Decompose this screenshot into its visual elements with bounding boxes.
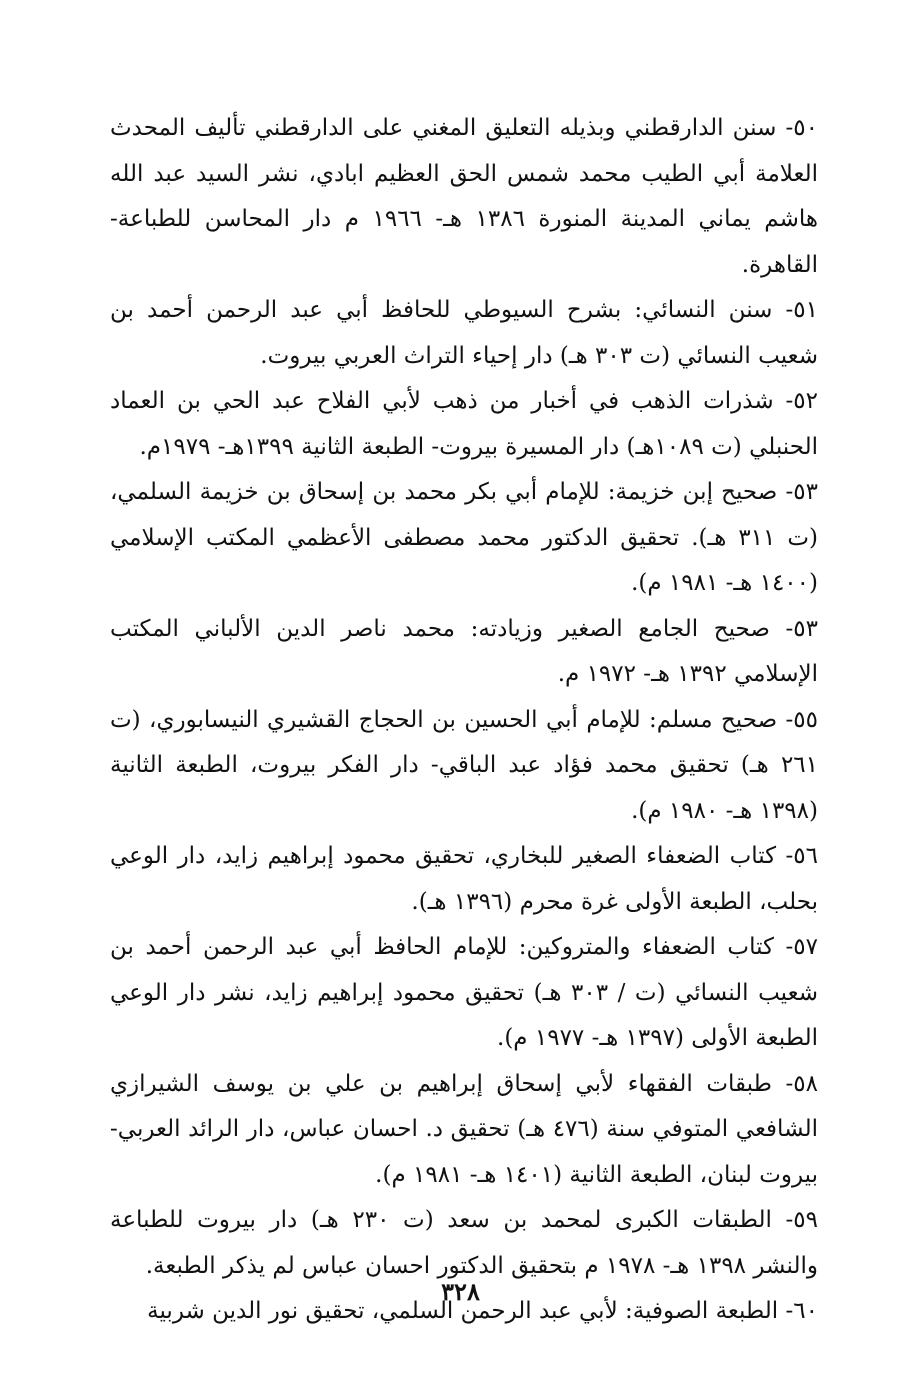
bibliography-entry-50: ٥٠- سنن الدارقطني وبذيله التعليق المغني على الدارقطني تأليف المحدث العلامة أبي الطيب محمد شمس الحق العظيم ابادي، نشر السيد عبد الله هاشم يماني المدينة المنورة ١٣٨٦ هـ- ١٩٦٦ م دار المحاسن للطباعة- القاهرة. [110,115,818,278]
bibliography-entry-52: ٥٢- شذرات الذهب في أخبار من ذهب لأبي الفلاح عبد الحي بن العماد الحنبلي (ت ١٠٨٩هـ) دار المسيرة بيروت- الطبعة الثانية ١٣٩٩هـ- ١٩٧٩م. [110,388,818,460]
bibliography-entry-59: ٥٩- الطبقات الكبرى لمحمد بن سعد (ت ٢٣٠ هـ) دار بيروت للطباعة والنشر ١٣٩٨ هـ- ١٩٧٨ م بتحقيق الدكتور احسان عباس لم يذكر الطبعة. [110,1207,818,1279]
bibliography-list [110,106,818,1335]
bibliography-entry-57: ٥٧- كتاب الضعفاء والمتروكين: للإمام الحافظ أبي عبد الرحمن أحمد بن شعيب النسائي (ت / ٣٠٣ هـ) تحقيق محمود إبراهيم زايد، نشر دار الوعي الطبعة الأولى (١٣٩٧ هـ- ١٩٧٧ م). [110,934,818,1051]
bibliography-entry-55: ٥٥- صحيح مسلم: للإمام أبي الحسين بن الحجاج القشيري النيسابوري، (ت ٢٦١ هـ) تحقيق محمد فؤاد عبد الباقي- دار الفكر بيروت، الطبعة الثانية (١٣٩٨ هـ- ١٩٨٠ م). [110,706,818,824]
bibliography-entry-51: ٥١- سنن النسائي: بشرح السيوطي للحافظ أبي عبد الرحمن أحمد بن شعيب النسائي (ت ٣٠٣ هـ) دار إحياء التراث العربي بيروت. [110,297,818,369]
page-number: ٣٢٨ [441,1277,480,1306]
bibliography-entry-60: ٦٠- الطبعة الصوفية: لأبي عبد الرحمن السلمي، تحقيق نور الدين شربية [147,1298,818,1324]
bibliography-entry-58: ٥٨- طبقات الفقهاء لأبي إسحاق إبراهيم بن علي بن يوسف الشيرازي الشافعي المتوفي سنة (٤٧٦ هـ) تحقيق د. احسان عباس، دار الرائد العربي- بيروت لبنان، الطبعة الثانية (١٤٠١ هـ- ١٩٨١ م). [110,1070,818,1188]
bibliography-entry-53: ٥٣- صحيح إبن خزيمة: للإمام أبي بكر محمد بن إسحاق بن خزيمة السلمي، (ت ٣١١ هـ). تحقيق الدكتور محمد مصطفى الأعظمي المكتب الإسلامي (١٤٠٠ هـ- ١٩٨١ م). [110,479,818,596]
bibliography-entry-56: ٥٦- كتاب الضعفاء الصغير للبخاري، تحقيق محمود إبراهيم زايد، دار الوعي بحلب، الطبعة الأولى غرة محرم (١٣٩٦ هـ). [110,843,818,915]
bibliography-entry-53b: ٥٣- صحيح الجامع الصغير وزيادته: محمد ناصر الدين الألباني المكتب الإسلامي ١٣٩٢ هـ- ١٩٧٢ م. [110,615,818,687]
